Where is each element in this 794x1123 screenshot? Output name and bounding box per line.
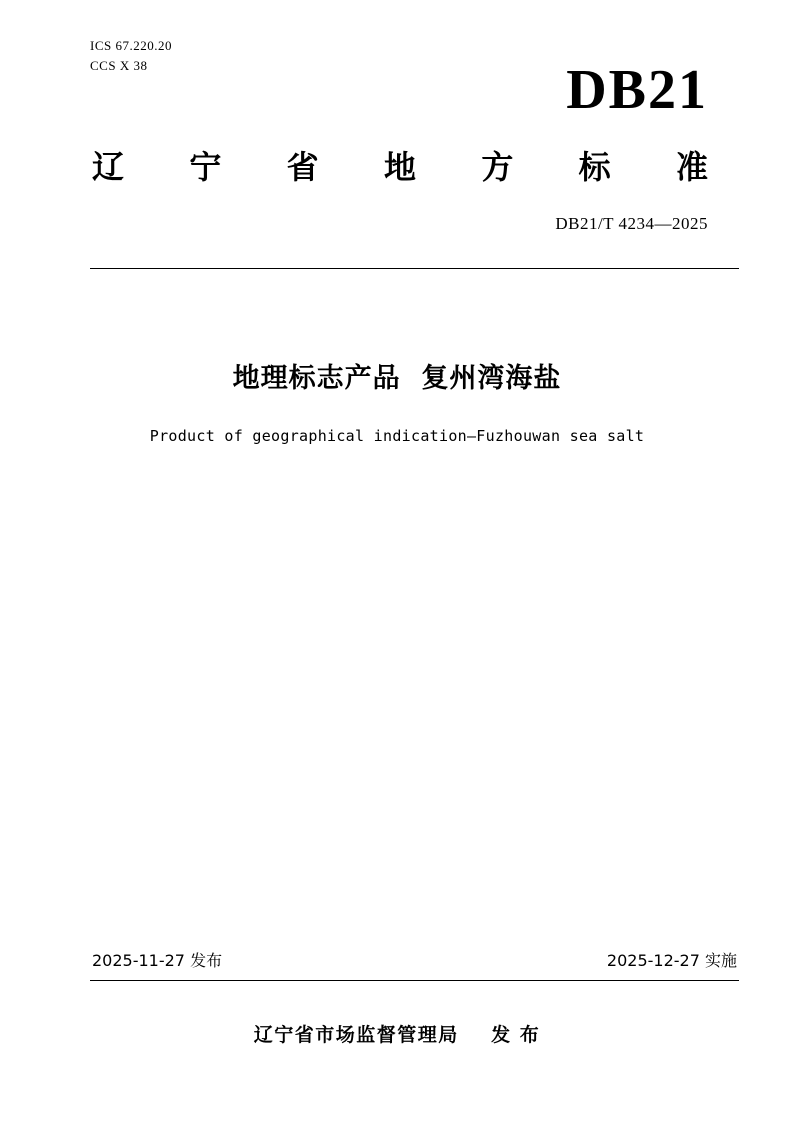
- heading-char-6: 标: [578, 148, 611, 186]
- divider-bottom: [90, 980, 739, 981]
- heading-char-2: 宁: [189, 148, 222, 186]
- heading-char-3: 省: [286, 148, 319, 186]
- issue-date: 2025-11-27 发布: [92, 951, 223, 970]
- classification-codes: [90, 36, 172, 76]
- heading-char-4: 地: [383, 148, 416, 186]
- heading-char-7: 准: [675, 148, 708, 186]
- publisher-line: 辽宁省市场监督管理局 发 布: [253, 1024, 541, 1046]
- document-title-english: Product of geographical indication—Fuzhouwan sea salt: [149, 427, 645, 445]
- ccs-code: CCS X 38: [90, 58, 148, 74]
- divider-top: [90, 268, 739, 269]
- document-title-chinese: 地理标志产品 复州湾海盐: [232, 363, 562, 394]
- heading-char-5: 方: [481, 148, 514, 186]
- effective-date: 2025-12-27 实施: [606, 951, 737, 970]
- ics-code: ICS 67.220.20: [90, 38, 172, 53]
- standard-mark-db21: DB21: [566, 59, 708, 121]
- standard-number: DB21/T 4234—2025: [555, 214, 708, 233]
- province-standard-heading: [92, 142, 708, 188]
- heading-char-1: 辽: [92, 148, 125, 186]
